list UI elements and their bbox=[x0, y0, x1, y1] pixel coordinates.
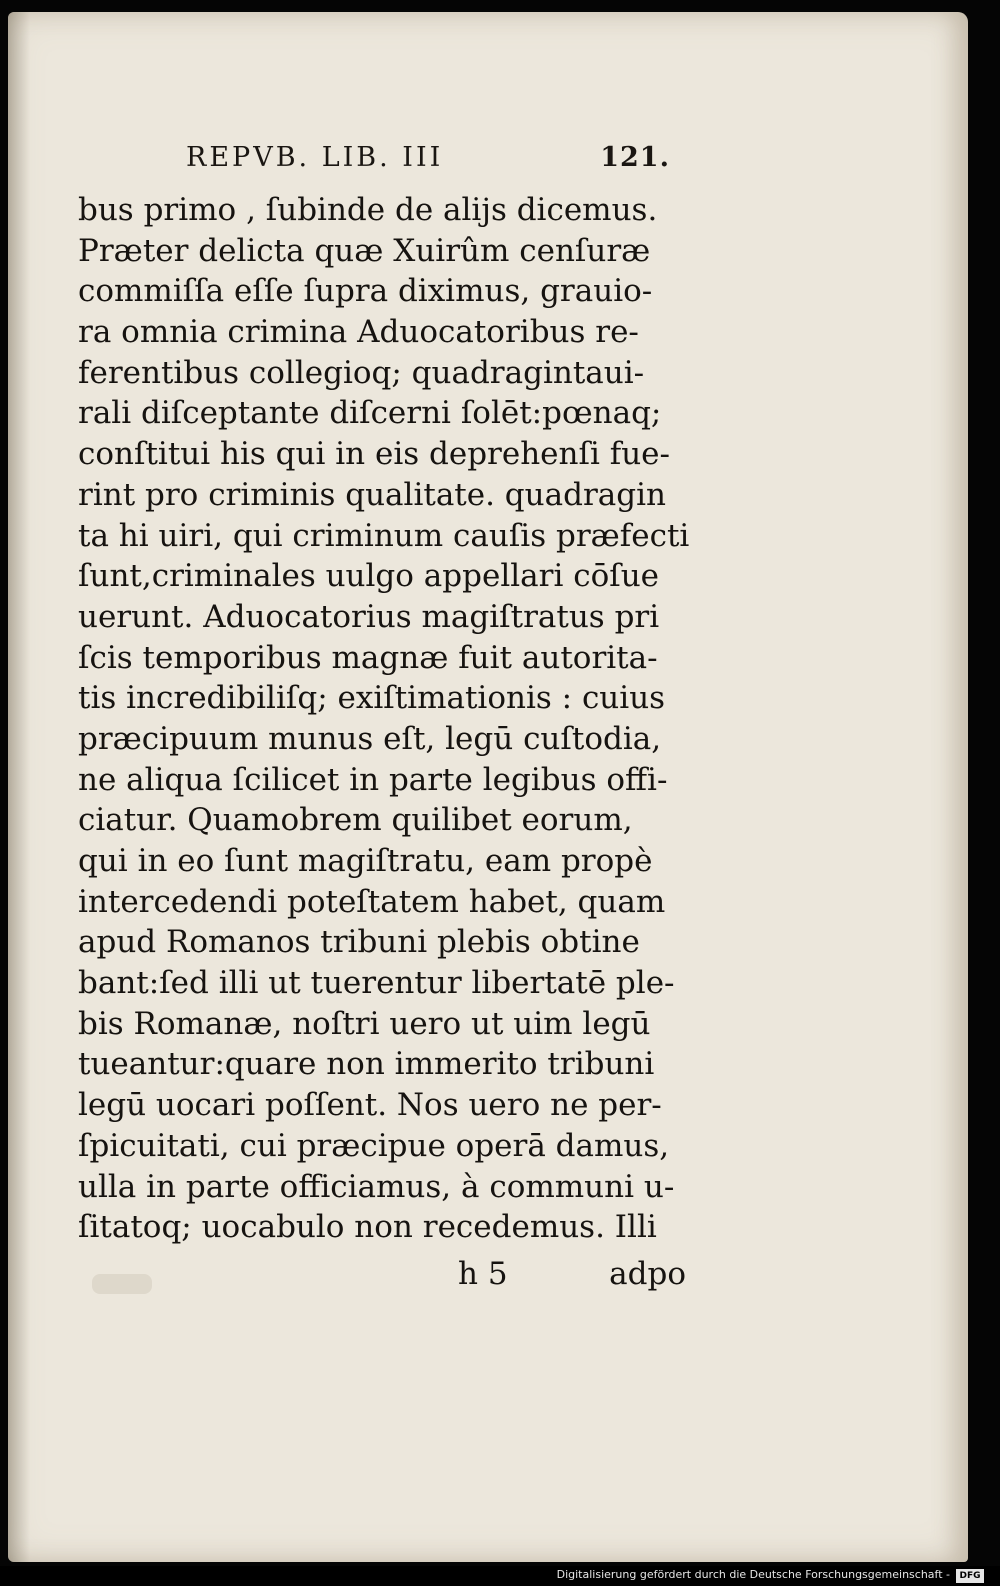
catchword: adpo bbox=[609, 1256, 686, 1292]
text-line: qui in eo ſunt magiſtratu, eam propè bbox=[78, 843, 653, 879]
text-line: uerunt. Aduocatorius magiſtratus pri bbox=[78, 598, 660, 635]
page-gutter-shadow bbox=[8, 12, 30, 1562]
text-line: ta hi uiri, qui criminum cauſis præfecti bbox=[78, 517, 690, 554]
text-line: ſpicuitati, cui præcipue operā damus, bbox=[78, 1127, 670, 1164]
text-line: ne aliqua ſcilicet in parte legibus offi- bbox=[78, 761, 668, 798]
text-line: ciatur. Quamobrem quilibet eorum, bbox=[78, 802, 633, 839]
text-line: Præter delicta quæ Xuirûm cenſuræ bbox=[78, 232, 651, 269]
text-line: præcipuum munus eſt, legū cuſtodia, bbox=[78, 720, 662, 757]
text-line: apud Romanos tribuni plebis obtine bbox=[78, 924, 640, 961]
text-line: bant:ſed illi ut tuerentur libertatē ple- bbox=[78, 965, 675, 1002]
text-line: conſtitui his qui in eis deprehenſi fue- bbox=[78, 436, 670, 473]
text-line: ſcis temporibus magnæ fuit autorita- bbox=[78, 639, 658, 676]
text-line: ferentibus collegioq; quadragintaui- bbox=[78, 354, 645, 391]
text-line: legū uocari poſſent. Nos uero ne per- bbox=[78, 1087, 662, 1124]
running-head bbox=[186, 142, 706, 182]
text-line: commiſſa eſſe ſupra diximus, grauio- bbox=[78, 273, 653, 310]
running-head-title: REPVB. LIB. III bbox=[186, 142, 444, 173]
text-line: tis incredibiliſq; exiſtimationis : cuius bbox=[78, 680, 666, 717]
text-line: ra omnia crimina Aduocatoribus re- bbox=[78, 314, 639, 351]
text-line: bus primo , ſubinde de alijs dicemus. bbox=[78, 192, 658, 228]
text-line: ſunt,criminales uulgo appellari cōſue bbox=[78, 558, 660, 595]
text-line: rali diſceptante diſcerni ſolēt:pœnaq; bbox=[78, 395, 662, 432]
text-line: tueantur:quare non immerito tribuni bbox=[78, 1046, 655, 1083]
page-number: 121. bbox=[600, 142, 670, 173]
show-through-smudge bbox=[92, 1274, 152, 1294]
dfg-logo: DFG bbox=[956, 1569, 984, 1583]
text-line: bis Romanæ, noſtri uero ut uim legū bbox=[78, 1005, 651, 1042]
funding-credit: Digitalisierung gefördert durch die Deutsche Forschungsgemeinschaft - bbox=[556, 1568, 950, 1581]
text-line: intercedendi poteſtatem habet, quam bbox=[78, 883, 666, 920]
text-line: ſitatoq; uocabulo non recedemus. Illi bbox=[78, 1209, 657, 1246]
book-page bbox=[8, 12, 968, 1562]
body-text bbox=[78, 190, 698, 1248]
signature-mark: h 5 bbox=[458, 1256, 508, 1292]
text-line: rint pro criminis qualitate. quadragin bbox=[78, 476, 666, 513]
digitization-footer bbox=[0, 1566, 1000, 1586]
text-line: ulla in parte officiamus, à communi u- bbox=[78, 1168, 675, 1205]
